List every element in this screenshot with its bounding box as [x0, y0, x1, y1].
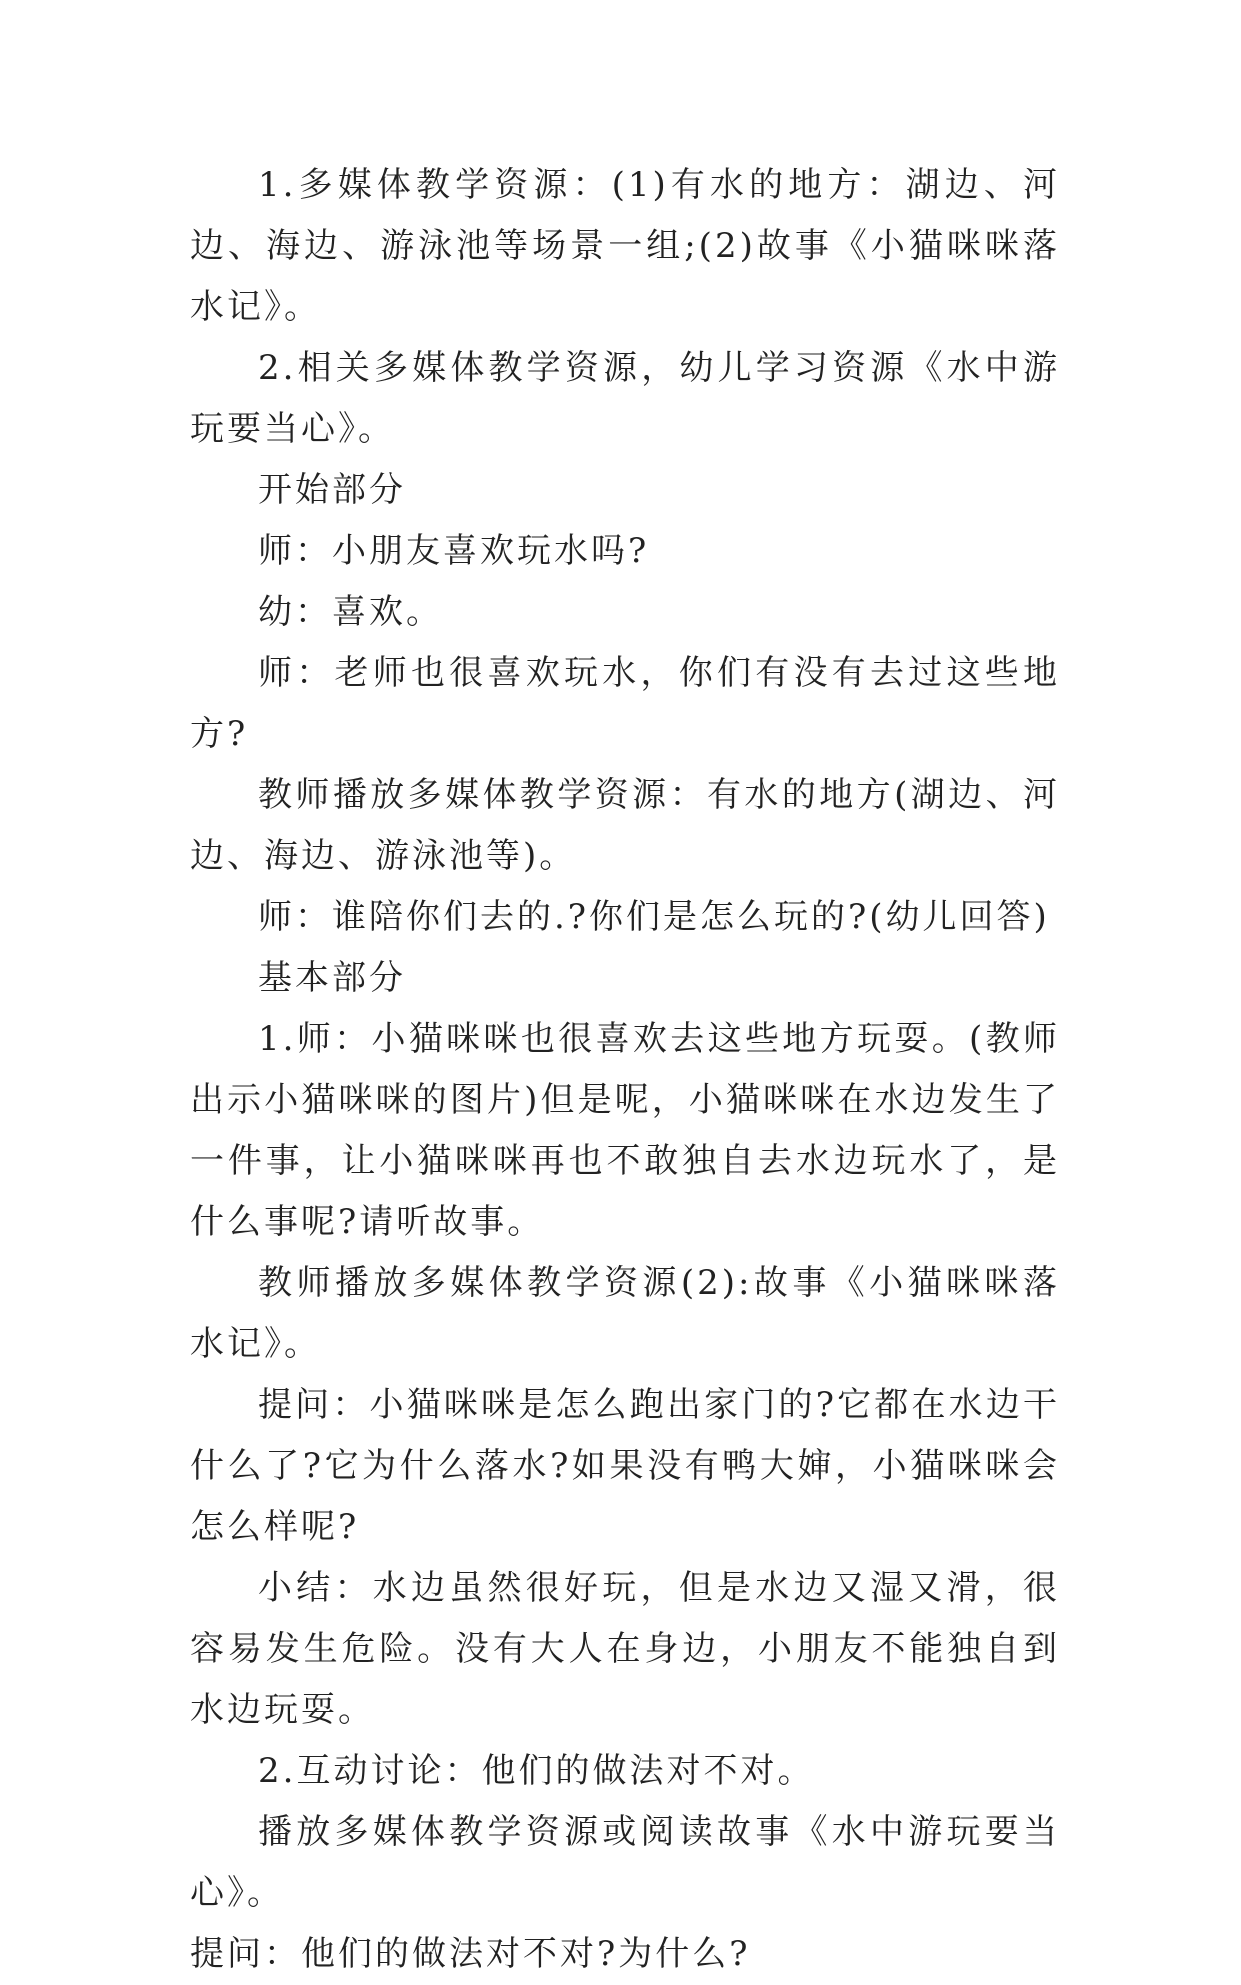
dialogue-teacher-1: 师：小朋友喜欢玩水吗? [258, 531, 650, 571]
instruction-play-media-1: 教师播放多媒体教学资源：有水的地方(湖边、河边、海边、游泳池等)。 [190, 775, 1060, 876]
question-1: 提问：小猫咪咪是怎么跑出家门的?它都在水边干什么了?它为什么落水?如果没有鸭大婶，小猫咪咪会怎么样呢? [190, 1385, 1060, 1547]
dialogue-teacher-3: 师：谁陪你们去的.?你们是怎么玩的?(幼儿回答) [258, 897, 1050, 937]
document-page [190, 155, 1060, 1985]
section-heading-basic: 基本部分 [258, 958, 406, 998]
basic-step-2: 2.互动讨论：他们的做法对不对。 [258, 1751, 815, 1791]
summary: 小结：水边虽然很好玩，但是水边又湿又滑，很容易发生危险。没有大人在身边，小朋友不能独自到水边玩耍。 [190, 1568, 1060, 1730]
materials-item-2: 2.相关多媒体教学资源，幼儿学习资源《水中游玩要当心》。 [190, 348, 1060, 449]
instruction-play-media-3: 播放多媒体教学资源或阅读故事《水中游玩要当心》。 [190, 1812, 1060, 1913]
instruction-play-media-2: 教师播放多媒体教学资源(2):故事《小猫咪咪落水记》。 [190, 1263, 1060, 1364]
materials-item-1: 1.多媒体教学资源：(1)有水的地方：湖边、河边、海边、游泳池等场景一组;(2)故事《小猫咪咪落水记》。 [190, 165, 1060, 327]
question-2: 提问：他们的做法对不对?为什么? [190, 1934, 751, 1974]
dialogue-teacher-2: 师：老师也很喜欢玩水，你们有没有去过这些地方? [190, 653, 1060, 754]
basic-step-1: 1.师：小猫咪咪也很喜欢去这些地方玩耍。(教师出示小猫咪咪的图片)但是呢，小猫咪咪在水边发生了一件事，让小猫咪咪再也不敢独自去水边玩水了，是什么事呢?请听故事。 [190, 1019, 1060, 1242]
dialogue-child-1: 幼：喜欢。 [258, 592, 443, 632]
section-heading-opening: 开始部分 [258, 470, 406, 510]
